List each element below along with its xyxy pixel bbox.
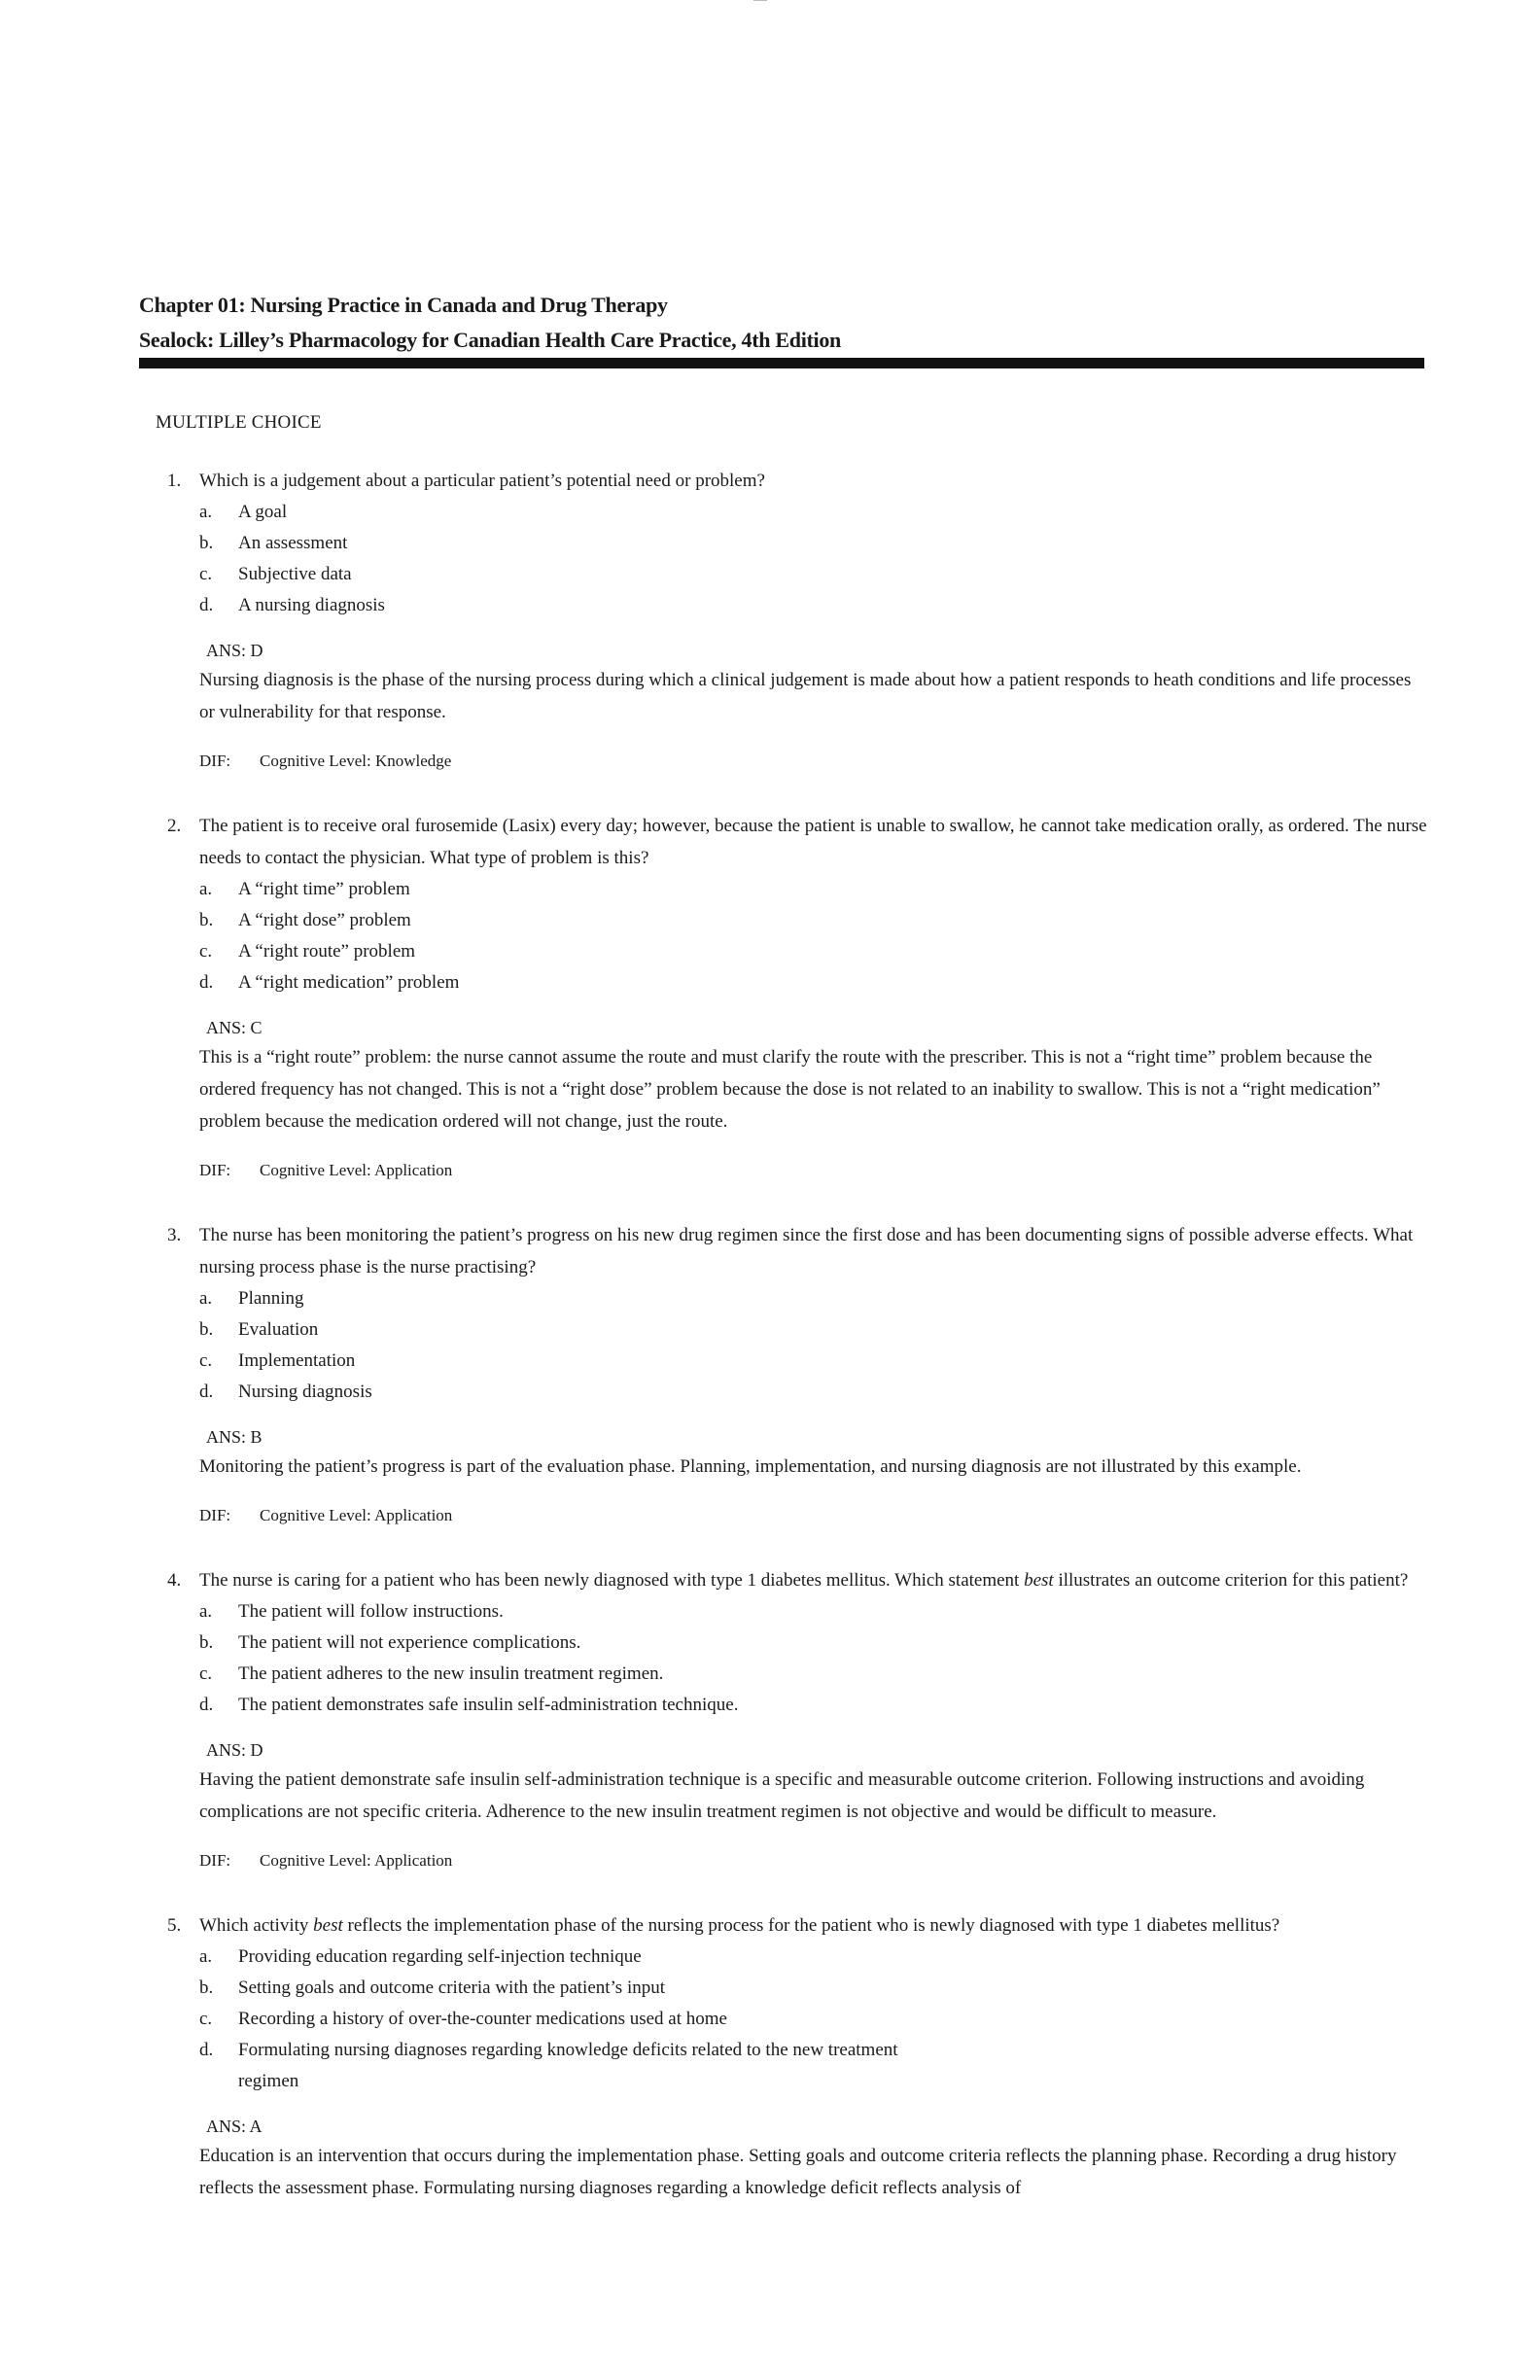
option-c [199, 2004, 1429, 2035]
answer-key: ANS: B [206, 1427, 262, 1447]
option-a [199, 1942, 1429, 1973]
option-d [199, 590, 1429, 621]
question-number: 5. [167, 1915, 182, 1936]
question-text-part: Which activity [199, 1915, 314, 1936]
question-text-part: reflects the implementation phase of the nursing process for the patient who is newly diagnosed with type 1 diabetes mellitus? [342, 1915, 1280, 1936]
header-rule [139, 358, 1424, 368]
option-letter: c. [199, 564, 213, 584]
chapter-title: Chapter 01: Nursing Practice in Canada and Drug Therapy [139, 293, 668, 317]
option-a [199, 874, 1429, 905]
book-title: Sealock: Lilley’s Pharmacology for Canadian Health Care Practice, 4th Edition [139, 328, 841, 352]
option-list [146, 497, 1429, 621]
option-a [199, 497, 1429, 528]
question-stem [146, 465, 1429, 497]
option-a [199, 1596, 1429, 1628]
option-text: The patient will follow instructions. [238, 1601, 504, 1622]
option-list [146, 1596, 1429, 1721]
option-letter: d. [199, 1695, 214, 1715]
difficulty-line [146, 748, 1429, 775]
dif-label: DIF: [199, 1506, 231, 1524]
difficulty-line [146, 1502, 1429, 1529]
question-stem [146, 1564, 1429, 1596]
option-letter: c. [199, 2009, 213, 2029]
option-text: The patient demonstrates safe insulin self-administration technique. [238, 1695, 739, 1715]
option-d [199, 2035, 938, 2097]
question-text: The patient is to receive oral furosemide (Lasix) every day; however, because the patient is unable to swallow, he cannot take medication orally, as ordered. The nurse needs to contact the physician. What type of problem is this? [199, 816, 1427, 868]
answer-rationale: Monitoring the patient’s progress is part of the evaluation phase. Planning, implementation, and nursing diagnosis are not illustrated by this example. [199, 1456, 1302, 1477]
option-letter: d. [199, 972, 214, 993]
answer-rationale: Nursing diagnosis is the phase of the nursing process during which a clinical judgement is made about how a patient responds to heath conditions and life processes or vulnerability for that response. [199, 670, 1412, 722]
option-c [199, 936, 1429, 967]
question-emphasis: best [1024, 1570, 1054, 1591]
option-text: Implementation [238, 1350, 356, 1371]
option-text: A goal [238, 502, 288, 522]
question-stem [146, 1909, 1429, 1942]
option-list [146, 1942, 1429, 2097]
option-d [199, 1690, 1429, 1721]
option-letter: a. [199, 879, 213, 899]
option-letter: a. [199, 1288, 213, 1309]
question-text-part: The nurse is caring for a patient who has been newly diagnosed with type 1 diabetes mellitus. Which statement [199, 1570, 1025, 1591]
difficulty-line [146, 1157, 1429, 1184]
option-letter: c. [199, 941, 213, 962]
option-b [199, 1314, 1429, 1346]
option-text: Planning [238, 1288, 304, 1309]
difficulty-value: Cognitive Level: Application [260, 1506, 453, 1524]
option-d [199, 1377, 1429, 1408]
difficulty-line [146, 1847, 1429, 1874]
option-text: Setting goals and outcome criteria with the patient’s input [238, 1978, 666, 1998]
question-2 [146, 810, 1429, 1184]
question-stem [146, 1219, 1429, 1283]
answer-rationale: Having the patient demonstrate safe insulin self-administration technique is a specific and measurable outcome criterion. Following instructions and avoiding complications are not specific criteria. Adherence to the new insulin treatment regimen is not objective and would be difficult to measure. [199, 1769, 1365, 1822]
question-1 [146, 465, 1429, 775]
question-text: Which is a judgement about a particular patient’s potential need or problem? [199, 471, 765, 491]
option-c [199, 559, 1429, 590]
option-d [199, 967, 1429, 998]
option-text: A “right medication” problem [238, 972, 460, 993]
option-letter: d. [199, 1382, 214, 1402]
question-list [146, 465, 1429, 2204]
answer-key: ANS: C [206, 1018, 262, 1037]
option-letter: b. [199, 1319, 214, 1340]
option-b [199, 1628, 1429, 1659]
option-text: A “right dose” problem [238, 910, 411, 930]
question-text [199, 1570, 1408, 1591]
option-letter: d. [199, 2040, 214, 2060]
option-text: Providing education regarding self-injection technique [238, 1946, 642, 1967]
question-number: 4. [167, 1570, 182, 1591]
question-stem [146, 810, 1429, 874]
option-text: A nursing diagnosis [238, 595, 385, 615]
option-list [146, 1283, 1429, 1408]
question-number: 2. [167, 816, 182, 836]
option-letter: b. [199, 1632, 214, 1653]
option-a [199, 1283, 1429, 1314]
option-letter: a. [199, 1946, 213, 1967]
dif-label: DIF: [199, 752, 231, 770]
option-text: The patient adheres to the new insulin treatment regimen. [238, 1663, 664, 1684]
option-text: A “right route” problem [238, 941, 416, 962]
question-number: 3. [167, 1225, 182, 1245]
question-text: The nurse has been monitoring the patient’s progress on his new drug regimen since the first dose and has been documenting signs of possible adverse effects. What nursing process phase is the nurse practising? [199, 1225, 1414, 1278]
difficulty-value: Cognitive Level: Application [260, 1161, 453, 1179]
option-letter: b. [199, 910, 214, 930]
option-letter: b. [199, 1978, 214, 1998]
option-text: Evaluation [238, 1319, 319, 1340]
section-label: MULTIPLE CHOICE [156, 412, 322, 433]
option-text: Subjective data [238, 564, 352, 584]
option-c [199, 1659, 1429, 1690]
answer-key: ANS: D [206, 641, 263, 660]
dif-label: DIF: [199, 1851, 231, 1870]
option-list [146, 874, 1429, 998]
document-header [139, 288, 1424, 358]
question-text [199, 1915, 1279, 1936]
option-c [199, 1346, 1429, 1377]
option-letter: a. [199, 502, 213, 522]
option-letter: c. [199, 1663, 213, 1684]
dif-label: DIF: [199, 1161, 231, 1179]
option-text: Nursing diagnosis [238, 1382, 372, 1402]
option-letter: b. [199, 533, 214, 553]
option-text: Formulating nursing diagnoses regarding knowledge deficits related to the new treatment regimen [238, 2040, 898, 2091]
option-text: A “right time” problem [238, 879, 410, 899]
question-4 [146, 1564, 1429, 1874]
question-5 [146, 1909, 1429, 2204]
question-number: 1. [167, 471, 182, 491]
question-3 [146, 1219, 1429, 1529]
option-text: Recording a history of over-the-counter medications used at home [238, 2009, 727, 2029]
option-letter: c. [199, 1350, 213, 1371]
difficulty-value: Cognitive Level: Knowledge [260, 752, 452, 770]
answer-rationale: This is a “right route” problem: the nurse cannot assume the route and must clarify the route with the prescriber. This is not a “right time” problem because the ordered frequency has not changed. This is not a “right dose” problem because the dose is not related to an inability to swallow. This is not a “right medication” problem because the medication ordered will not change, just the route. [199, 1047, 1381, 1132]
difficulty-value: Cognitive Level: Application [260, 1851, 453, 1870]
question-text-part: illustrates an outcome criterion for this patient? [1053, 1570, 1409, 1591]
option-text: An assessment [238, 533, 348, 553]
question-emphasis: best [313, 1915, 343, 1936]
page-edge-mark [753, 0, 767, 4]
answer-key: ANS: D [206, 1740, 263, 1760]
option-b [199, 1973, 1429, 2004]
option-b [199, 905, 1429, 936]
option-b [199, 528, 1429, 559]
answer-key: ANS: A [206, 2117, 262, 2136]
option-letter: a. [199, 1601, 213, 1622]
option-letter: d. [199, 595, 214, 615]
answer-rationale: Education is an intervention that occurs during the implementation phase. Setting goals and outcome criteria reflects the planning phase. Recording a drug history reflects the assessment phase. Formulating nursing diagnoses regarding a knowledge deficit reflects analysis of [199, 2146, 1397, 2198]
option-text: The patient will not experience complications. [238, 1632, 581, 1653]
